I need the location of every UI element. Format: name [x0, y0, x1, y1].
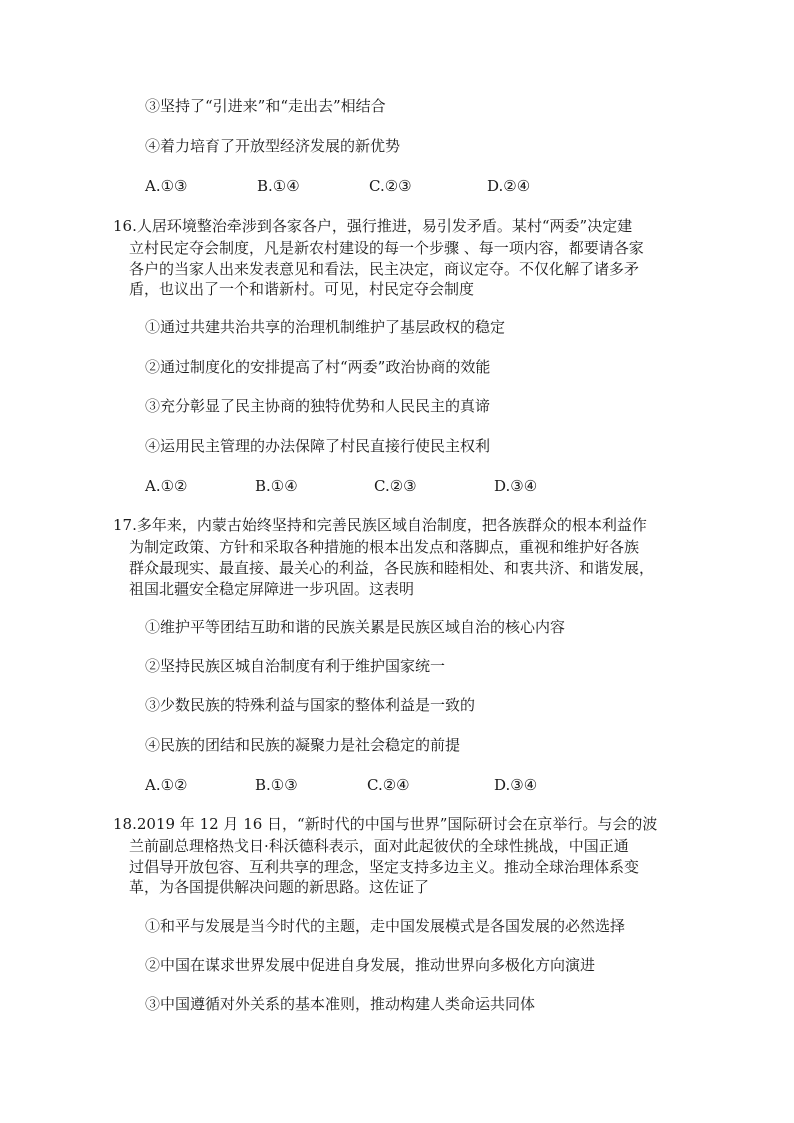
q17-option-2: ②坚持民族区城自治制度有利于维护国家统一 [145, 657, 446, 675]
q17-stem-line-2: 为制定政策、方针和采取各种措施的根本出发点和落脚点，重视和维护好各族 [129, 538, 640, 556]
q15-option-4: ④着力培育了开放型经济发展的新优势 [145, 137, 401, 155]
q18-option-1: ①和平与发展是当今时代的主题，走中国发展模式是各国发展的必然选择 [145, 917, 626, 935]
q15-option-3: ③坚持了“引进来”和“走出去”相结合 [145, 97, 386, 115]
q18-option-2: ②中国在谋求世界发展中促进自身发展，推动世界向多极化方向演进 [145, 956, 596, 974]
q17-stem-line-4: 祖国北疆安全稳定屏障进一步巩固。这表明 [129, 580, 415, 598]
q17-choice-a: A.①② [145, 776, 188, 794]
q16-stem-line-2: 立村民定夺会制度，凡是新农村建设的每一个步骤 、每一项内容，都要请各家 [129, 239, 644, 257]
q17-option-1: ①维护平等团结互助和谐的民族关累是民族区域自治的核心内容 [145, 618, 566, 636]
q16-choice-d: D.③④ [494, 477, 538, 495]
q16-choice-b: B.①④ [255, 477, 298, 495]
q18-stem-line-3: 过倡导开放包容、互利共享的理念，坚定支持多边主义。推动全球治理体系变 [129, 858, 640, 876]
q18-stem-line-4: 革，为各国提供解决问题的新思路。这佐证了 [129, 878, 430, 896]
q17-choice-b: B.①③ [255, 776, 298, 794]
q16-option-1: ①通过共建共治共享的治理机制维护了基层政权的稳定 [145, 318, 506, 336]
q15-choice-d: D.②④ [487, 177, 531, 195]
q17-stem-line-1: 17.多年来，内蒙古始终坚持和完善民族区域自治制度，把各族群众的根本利益作 [113, 516, 647, 534]
q18-option-3: ③中国遵循对外关系的基本准则，推动构建人类命运共同体 [145, 995, 536, 1013]
q15-choice-a: A.①③ [145, 177, 188, 195]
q16-stem-line-1: 16.人居环境整治牵涉到各家各户，强行推进，易引发矛盾。某村“两委”决定建 [113, 217, 633, 235]
q17-stem-line-3: 群众最现实、最直接、最关心的利益，各民族和睦相处、和衷共济、和谐发展， [129, 559, 655, 577]
q17-option-3: ③少数民族的特殊利益与国家的整体利益是一致的 [145, 696, 476, 714]
q17-option-4: ④民族的团结和民族的凝聚力是社会稳定的前提 [145, 736, 461, 754]
q18-stem-line-2: 兰前副总理格热戈日·科沃德科表示，面对此起彼伏的全球性挑战，中国正通 [129, 837, 629, 855]
q17-choice-c: C.②④ [367, 776, 410, 794]
q16-option-3: ③充分彰显了民主协商的独特优势和人民民主的真谛 [145, 397, 491, 415]
q17-choice-d: D.③④ [494, 776, 538, 794]
q15-choice-b: B.①④ [257, 177, 300, 195]
q16-option-4: ④运用民主管理的办法保障了村民直接行使民主权利 [145, 437, 491, 455]
q16-choice-c: C.②③ [374, 477, 417, 495]
q16-choice-a: A.①② [145, 477, 188, 495]
q15-choice-c: C.②③ [369, 177, 412, 195]
q16-option-2: ②通过制度化的安排提高了村“两委”政治协商的效能 [145, 358, 491, 376]
q18-stem-line-1: 18.2019 年 12 月 16 日，“新时代的中国与世界”国际研讨会在京举行。与会的波 [113, 815, 658, 833]
q16-stem-line-3: 各户的当家人出来发表意见和看法，民主决定，商议定夺。不仅化解了诸多矛 [129, 260, 640, 278]
q16-stem-line-4: 盾，也议出了一个和谐新村。可见，村民定夺会制度 [129, 280, 475, 298]
